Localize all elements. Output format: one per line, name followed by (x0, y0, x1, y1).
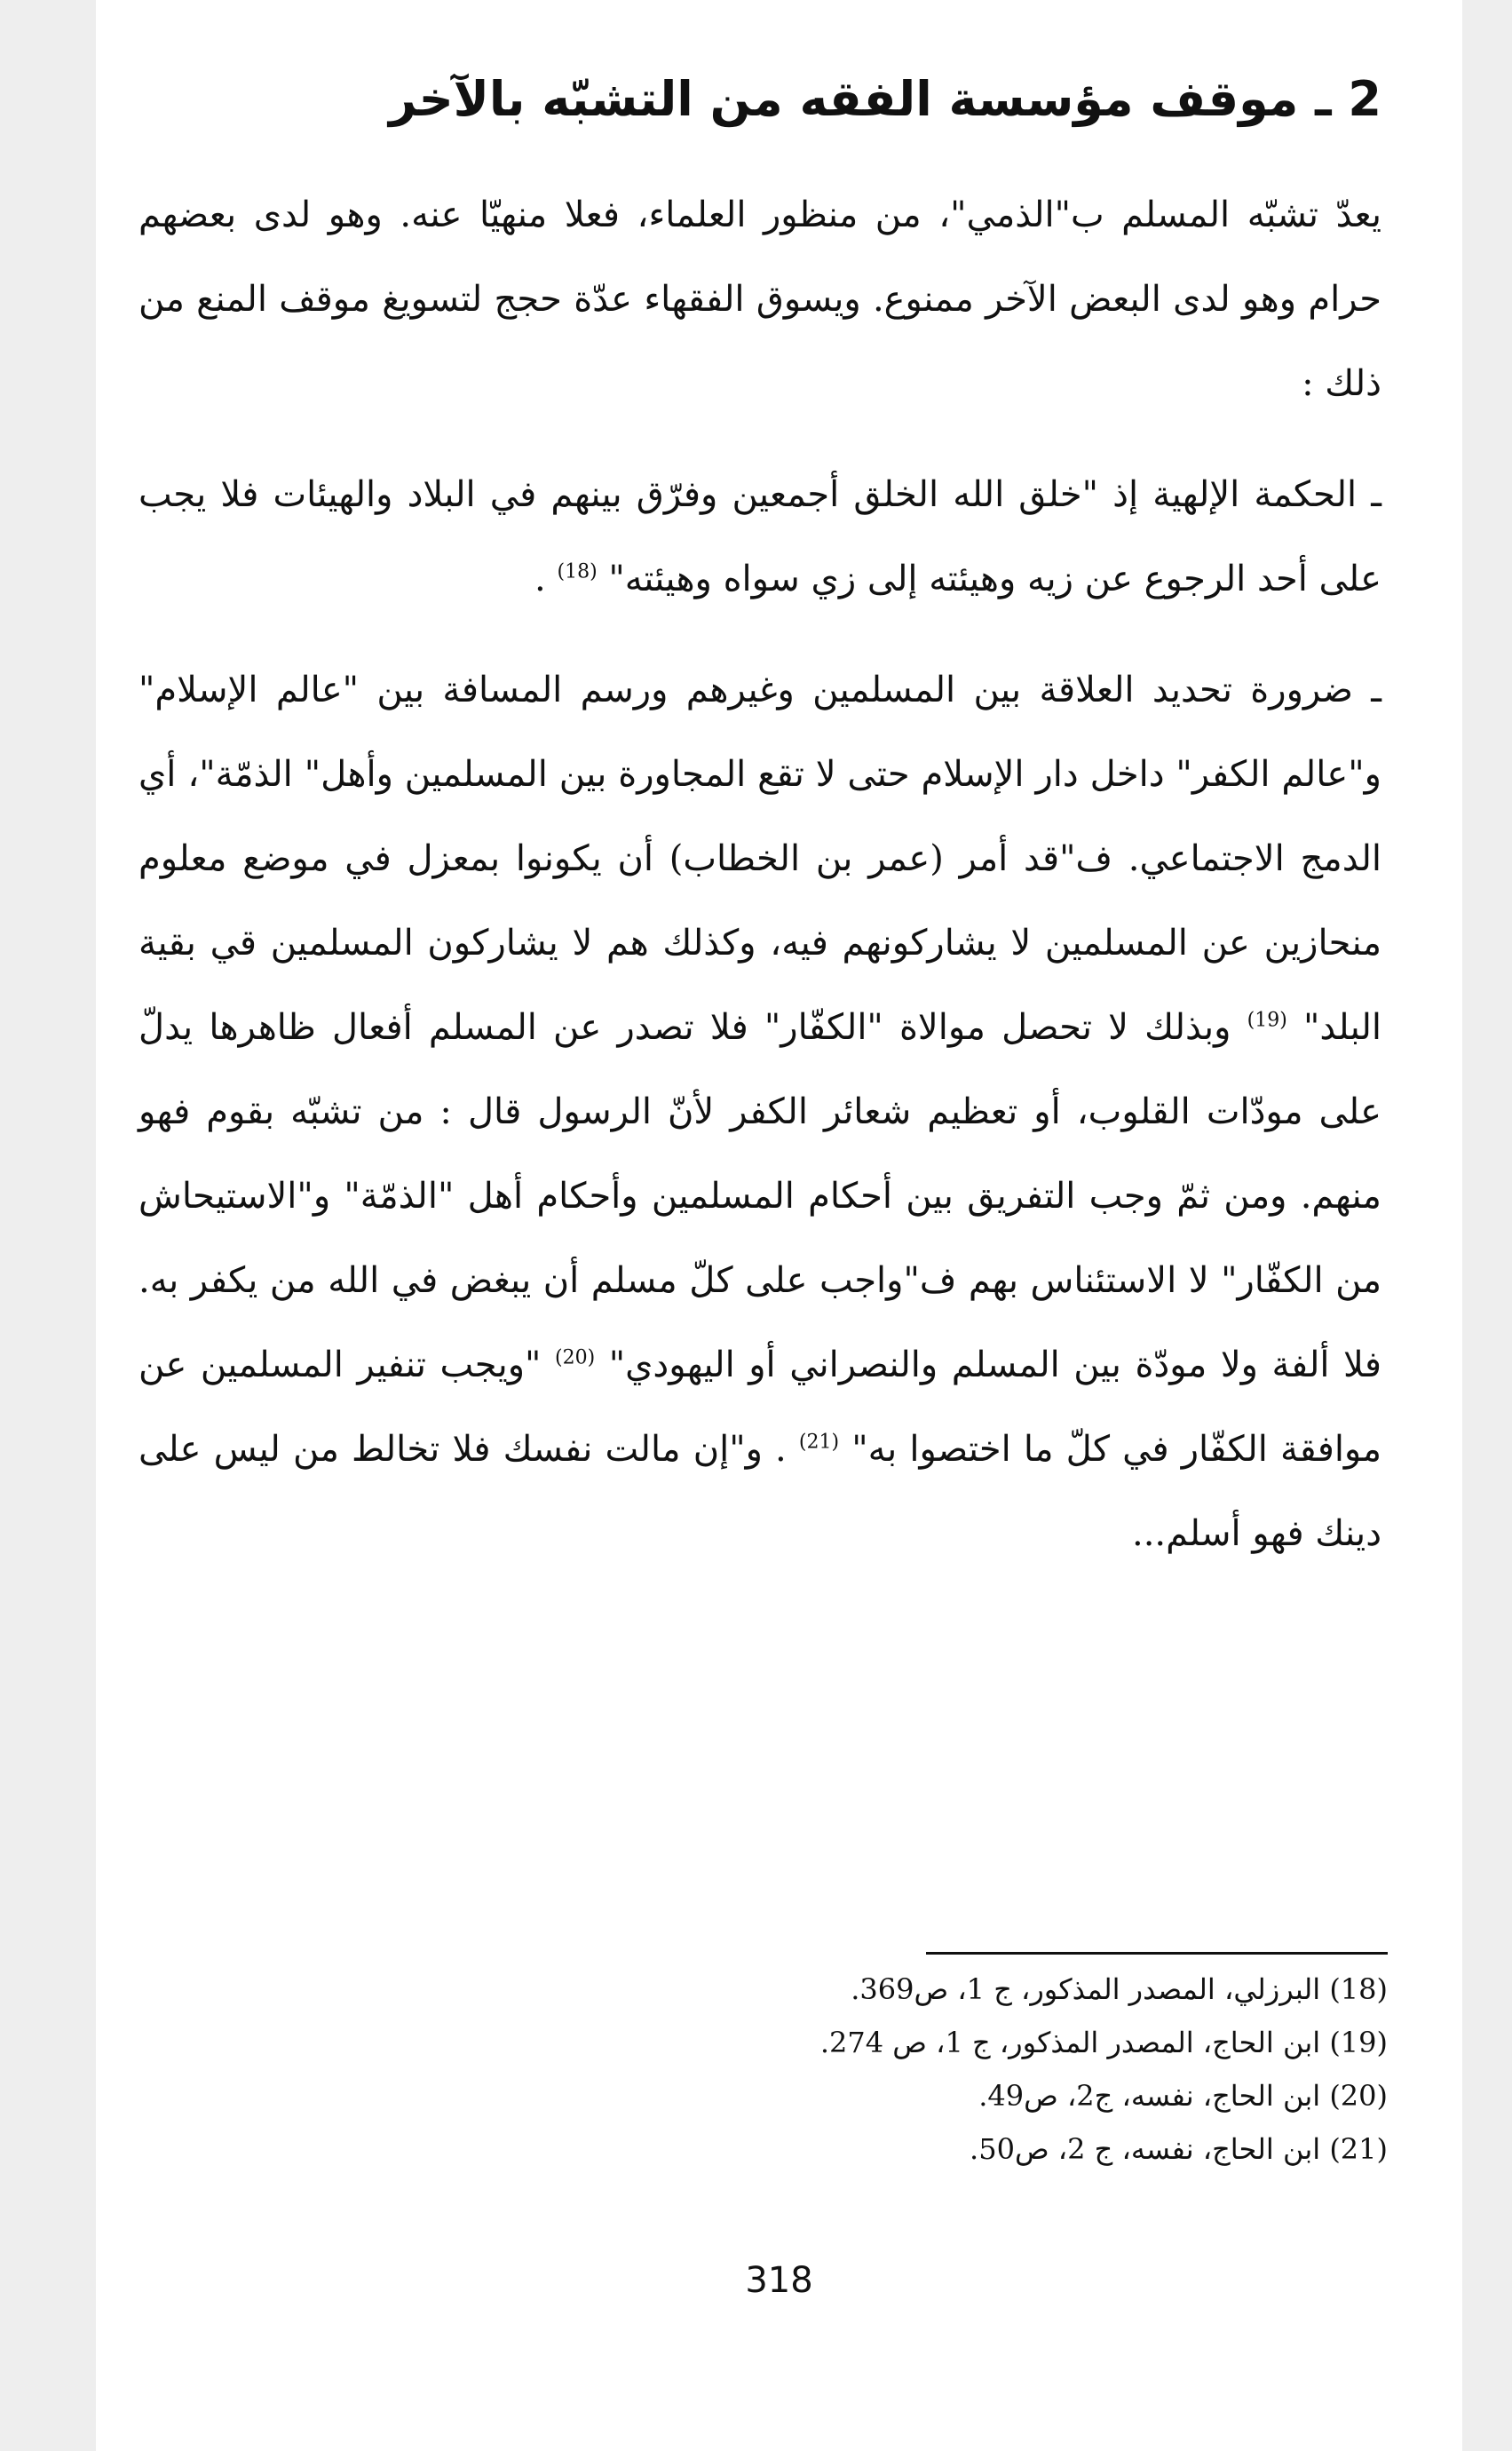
main-text (139, 71, 1381, 1592)
paragraph-relations-text-c: "ويجب تنفير المسلمين عن موافقة الكفّار في كلّ ما اختصوا به" (139, 1344, 1382, 1470)
footnote-21: (21) ابن الحاج، نفسه، ج 2، ص50. (970, 2132, 1388, 2166)
paragraph-relations-text-a: ـ ضرورة تحديد العلاقة بين المسلمين وغيرهم ورسم المسافة بين "عالم الإسلام" و"عالم الكفر" داخل دار الإسلام حتى لا تقع المجاورة بين المسلمين وأهل" الذمّة"، أي الدمج الاجتماعي. ف"قد أمر (عمر بن الخطاب) أن يكونوا بمعزل في موضع معلوم منحازين عن المسلمين لا يشاركونهم فيه، وكذلك هم لا يشاركون المسلمين قي بقية البلد" (139, 669, 1382, 1048)
right-margin (1462, 0, 1512, 2451)
paragraph-intro-text: يعدّ تشبّه المسلم ب"الذمي"، من منظور العلماء، فعلا منهيّا عنه. وهو لدى بعضهم حرام وهو لدى البعض الآخر ممنوع. ويسوق الفقهاء عدّة حجج لتسويغ موقف المنع من ذلك : (139, 194, 1381, 404)
footnote-ref-19: (19) (1247, 1009, 1287, 1032)
footnote-ref-20: (20) (554, 1346, 596, 1369)
paragraph-intro (139, 173, 1381, 426)
left-margin (0, 0, 96, 2451)
paragraph-relations-text-b: وبذلك لا تحصل موالاة "الكفّار" فلا تصدر عن المسلم أفعال ظاهرها يدلّ على مودّات القلوب، أو تعظيم شعائر الكفر لأنّ الرسول قال : من تشبّه بقوم فهو منهم. ومن ثمّ وجب التفريق بين أحكام المسلمين وأحكام أهل "الذمّة" و"الاستيحاش من الكفّار" لا الاستئناس بهم ف"واجب على كلّ مسلم أن يبغض في الله من يكفر به. فلا ألفة ولا مودّة بين المسلم والنصراني أو اليهودي" (139, 1006, 1382, 1385)
footnote-ref-21: (21) (798, 1431, 840, 1454)
paragraph-relations-text-d: . و"إن مالت نفسك فلا تخالط من ليس على دينك فهو أسلم... (139, 1428, 1381, 1554)
footnotes (558, 1963, 1388, 2176)
footnote-divider (926, 1952, 1388, 1955)
paragraph-divine-wisdom-text: ـ الحكمة الإلهية إذ "خلق الله الخلق أجمعين وفرّق بينهم في البلاد والهيئات فلا يجب على أحد الرجوع عن زيه وهيئته إلى زي سواه وهيئته" (139, 473, 1381, 599)
paragraph-divine-wisdom (139, 453, 1381, 622)
section-heading: 2 ـ موقف مؤسسة الفقه من التشبّه بالآخر (389, 71, 1381, 127)
paragraph-relations (139, 648, 1381, 1576)
book-page (96, 0, 1462, 2451)
footnote-20: (20) ابن الحاج، نفسه، ج2، ص49. (978, 2079, 1388, 2113)
footnote-18: (18) البرزلي، المصدر المذكور، ج 1، ص369. (851, 1972, 1388, 2006)
footnote-19: (19) ابن الحاج، المصدر المذكور، ج 1، ص 274. (819, 2026, 1388, 2059)
paragraph-divine-wisdom-end: . (534, 558, 546, 599)
footnote-ref-18: (18) (557, 560, 598, 583)
page-number: 318 (745, 2260, 813, 2301)
